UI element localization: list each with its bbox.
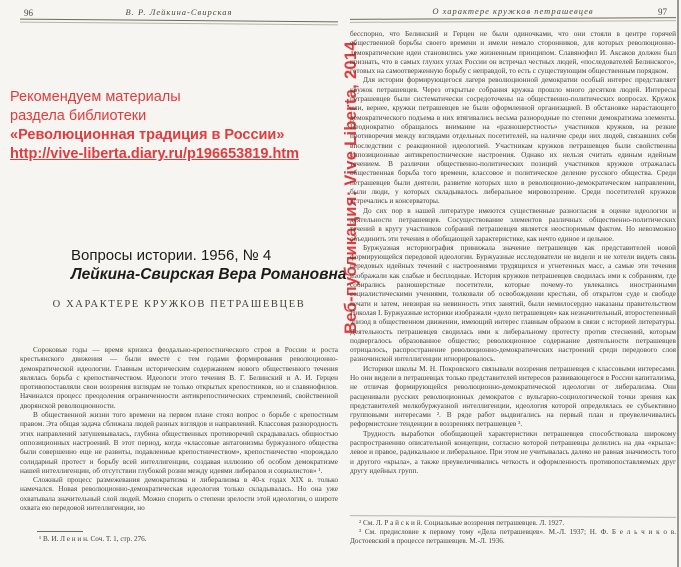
- body-paragraph: Буржуазная историография принижала значение петрашевцев как представителей новой формирующейся передовой идеологии. Буржуазные исследователи не видели и не хотели видеть связь передовых идейных течений с настроениями трудящихся и угнетенных масс, а самые эти течения изображали как слабые и бесплодные. История кружков петрашевцев сводилась ими к собраниям, где собирались разношерстные посетители, которые почему-то увлекались иностранными социалистическими учениями, толковали об освобождении крестьян, об открытом суде и свободе печати и затем, невзирая на невинность этих занятий, были немилосердно наказаны правительством Николая I. Буржуазные историки изображали «дело петрашевцев» как незначительный, второстепенный эпизод в общественном движении, имеющий интерес главным образом в связи с историей литературы. Деятельность петрашевцев сводилась ими к либеральному протесту против стеснений, которым подвергалось образованное общество; революционное содержание деятельности петрашевцев отрицалось, распространение революционно-демократических настроений среди передового слоя разночинской интеллигенции игнорировалось.: [350, 242, 676, 364]
- article-title: О ХАРАКТЕРЕ КРУЖКОВ ПЕТРАШЕВЦЕВ: [52, 299, 306, 310]
- promo-line-3: «Революционная традиция в России»: [10, 127, 285, 143]
- promo-overlay: [10, 88, 340, 164]
- body-paragraph: Сложный процесс размежевания демократизма и либерализма в 40-х годах XIX в. только намечался. Новая революционно-демократическая идеология только складывалась. Но она уже охватывала значительный слой людей. Можно спорить о степени зрелости этой идеологии, о широте охвата ею передовой интеллигенции, но: [20, 475, 338, 513]
- body-paragraph: Для истории формирующегося лагеря революционной демократии особый интерес представляет кружок петрашевцев. Через открытые собрания кружка прошло много десятков людей. Интересы петрашевцев были систематически сосредоточены на общественно-политических вопросах. Кружок или, вернее, кружки петрашевцев не были оформленной организацией. В обстановке нарастающего демократического подъема в них втягивались весьма разнородные по степени демократизма элементы. Неоднократно обращалось внимание на «разношерстность» участников кружков, на резкие противоречия между взглядами отдельных посетителей, на наличие среди них людей, связавших себя впоследствии с реакционной идеологией. Участникам кружков петрашевцев были свойственны оппозиционные антикрепостнические настроения. Однако их нельзя считать единым идейным течением. В различии общественно-политических позиций участников кружков отражалась общественная борьба того времени, классовое и политическое деление русского общества. Среди петрашевцев были деятели, развитие которых шло в революционно-демократическом направлении, были люди, у которых складывалось либеральное мировоззрение. Среди посетителей кружков встречались и консерваторы.: [350, 75, 676, 206]
- promo-line-1: Рекомендуем материалы: [10, 89, 181, 105]
- article-body-right: [350, 29, 676, 475]
- citation-author: Лейкина-Свирская Вера Романовна: [71, 266, 347, 283]
- body-paragraph: бесспорно, что Белинский и Герцен не были одиночками, что они стояли в центре горячей общественной борьбы своего времени и имели немало сторонников, для которых революционно-демократические идеи становились уже жизненным принципом. Славянофил И. Аксаков должен был признать, что в самых глухих углах России он встречал честных людей, «последователей Белинского», готовых на самоотверженную борьбу с неправдой, то есть с существующим общественным порядком.: [350, 29, 676, 76]
- footnote-rule-right: [350, 515, 676, 518]
- library-link[interactable]: http://vive-liberta.diary.ru/p196653819.htm: [10, 146, 300, 162]
- footnotes-right: [350, 519, 676, 546]
- body-paragraph: Сороковые годы — время кризиса феодально-крепостнического строя в России и роста крестьянского движения — были вместе с тем годами формирования революционно-демократической идеологии. Главным историческим содержанием нового общественного течения являлась борьба с крепостничеством. Идеологи этого течения В. Г. Белинский и А. И. Герцен противопоставляли свои воззрения взглядам не только открытых крепостников, но и славянофилов. Начинался процесс преодоления ограниченности антикрепостнических стремлений, свойственной дворянской революционности.: [20, 345, 338, 410]
- body-paragraph: В общественной жизни того времени на первом плане стоял вопрос о борьбе с крепостным правом. Эта общая задача сближала людей разных взглядов и направлений. Классовая разнородность этих направлений затушевывалась, глубина общественных противоречий скрадывалась общностью оппозиционных настроений. В этот период, когда «классовые антагонизмы буржуазного общества были совершенно еще не развиты, подавленные крепостничеством», крепостничество «порождало солидарный протест и борьбу всей интеллигенции, создавая иллюзию об особом демократизме нашей интеллигенции, об отсутствии глубокой розни между идеями либералов и социалистов» ¹.: [20, 410, 338, 475]
- running-title-right: О характере кружков петрашевцев: [432, 6, 594, 16]
- page-number-left: 96: [24, 8, 33, 18]
- scan-edge-shadow: [677, 0, 679, 567]
- body-paragraph: Историки школы М. Н. Покровского связывали воззрения петрашевцев с классовыми интересами. Но они видели в петрашевцах только представителей интересов развивающегося в России капитализма, не отличая формирующейся революционно-демократической идеологии от либерализма. Они расценивали русских революционных демократов с вульгарно-социологической точки зрения как представителей мелкобуржуазной интеллигенции, идеология которой определялась ее субъективно групповыми интересами ². В ряде работ выдвигались на первый план и преувеличивались реформистские тенденции в воззрениях петрашевцев ³.: [350, 363, 676, 429]
- footnote-rule-left: [37, 531, 83, 532]
- article-body-left: [20, 345, 338, 512]
- footnote-left: [30, 535, 338, 544]
- body-paragraph: До сих пор в нашей литературе имеются существенные разногласия в оценке идеологии и деятельности петрашевцев. Сосуществование элементов различных общественно-политических течений в кругу участников собраний петрашевцев является неоспоримым фактом. Но невозможно объединить эти течения в обобщающей характеристике, как нечто единое и цельное.: [350, 205, 676, 243]
- footnote-text: ¹ В. И. Л е н и н. Соч. Т. 1, стр. 276.: [39, 535, 147, 543]
- citation-journal: Вопросы истории. 1956, № 4: [71, 247, 272, 264]
- page-number-right: 97: [658, 7, 667, 17]
- header-rule-left-2: [20, 22, 338, 26]
- promo-line-2: раздела библиотеки: [10, 108, 147, 124]
- header-rule-right-2: [350, 20, 676, 23]
- citation-block: [71, 246, 347, 285]
- web-publication-watermark: Веб-публикация: Vive Liberta, 2014: [342, 41, 360, 334]
- footnote-text: ² См. Л. Р а й с к и й. Социальные воззрения петрашевцев. Л. 1927.: [359, 519, 565, 527]
- body-paragraph: Трудность выработки обобщающей характеристики петрашевцев способствовала широкому распространению описательной концепции, согласно которой петрашевцы делились на два «крыла»: левое и правое, радикальное и либеральное. При этом не учитывалась далеко не равная значимость того и другого «крыла», а также преувеличивались четкость и оформленность противопоставляемых друг другу идейных групп.: [350, 428, 676, 475]
- running-title-left: В. Р. Лейкина-Свирская: [125, 7, 233, 17]
- footnote-text: ³ См. предисловие к первому тому «Дела петрашевцев». М.-Л. 1937; Н. Ф. Б е л ь ч и к о в. Достоевский в процессе петрашевцев. М.-Л. 1936.: [350, 528, 676, 545]
